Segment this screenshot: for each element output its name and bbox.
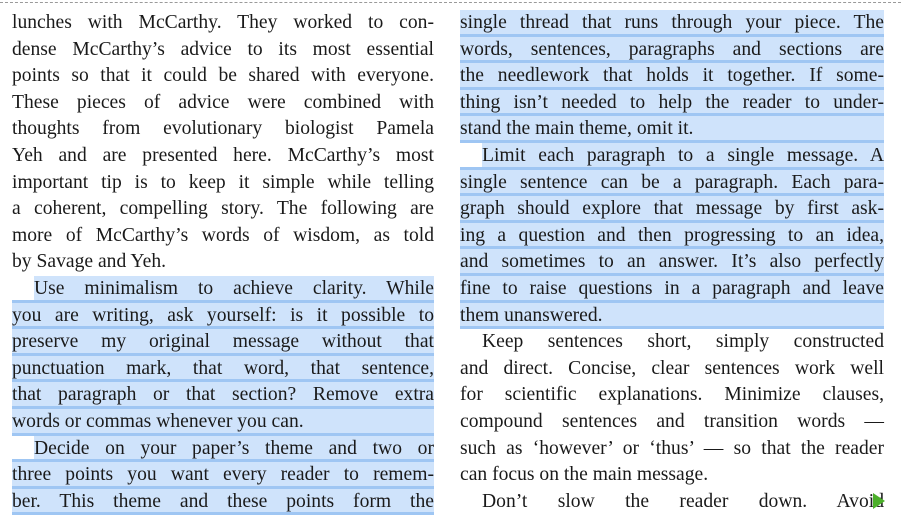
text-line xyxy=(12,37,434,64)
highlighted-text: single thread that runs through your piece. The xyxy=(460,12,884,33)
text-line xyxy=(460,436,884,463)
text-line xyxy=(460,356,884,383)
text-line xyxy=(460,10,884,37)
text-line xyxy=(12,329,434,356)
highlighted-text: single sentence can be a paragraph. Each para- xyxy=(460,171,884,193)
text-line xyxy=(460,37,884,64)
text-line xyxy=(460,143,884,170)
body-text: Keep sentences short, simply constructed xyxy=(482,331,884,353)
highlighted-text: words, sentences, paragraphs and sections are xyxy=(460,38,884,60)
text-line xyxy=(460,116,884,143)
text-line xyxy=(12,223,434,250)
text-line xyxy=(12,143,434,170)
page-top-divider xyxy=(0,2,901,3)
text-line xyxy=(12,116,434,143)
text-line xyxy=(460,196,884,223)
text-line xyxy=(12,382,434,409)
body-text: Don’t slow the reader down. Avoid xyxy=(482,490,884,512)
highlighted-text: and sometimes to an answer. It’s also perfectly xyxy=(460,251,884,273)
text-line xyxy=(12,356,434,383)
text-line xyxy=(12,462,434,489)
text-line xyxy=(460,329,884,356)
text-line xyxy=(12,10,434,37)
body-text: thoughts from evolutionary biologist Pamela xyxy=(12,118,434,140)
highlighted-text: three points you want every reader to remem- xyxy=(12,464,434,486)
body-text: a coherent, compelling story. The following are xyxy=(12,198,434,220)
left-column xyxy=(12,10,434,515)
highlighted-text: preserve my original message without that xyxy=(12,331,434,353)
text-line xyxy=(460,489,884,516)
highlighted-text: words or commas whenever you can. xyxy=(12,410,304,432)
text-line xyxy=(12,409,434,436)
body-text: important tip is to keep it simple while telling xyxy=(12,171,434,193)
text-line xyxy=(12,249,434,276)
highlighted-text: graph should explore that message by first ask- xyxy=(460,198,884,220)
text-line xyxy=(460,276,884,303)
text-line xyxy=(12,63,434,90)
text-line xyxy=(460,223,884,250)
highlighted-text: Limit each paragraph to a single message. A xyxy=(482,144,884,166)
text-line xyxy=(460,462,884,489)
body-text: more of McCarthy’s words of wisdom, as told xyxy=(12,224,434,246)
body-text: These pieces of advice were combined with xyxy=(12,91,434,113)
highlighted-text: thing isn’t needed to help the reader to under- xyxy=(460,91,884,113)
body-text: points so that it could be shared with everyone. xyxy=(12,65,434,87)
highlighted-text: you are writing, ask yourself: is it possible to xyxy=(12,304,434,326)
continue-arrow-icon[interactable] xyxy=(873,493,885,509)
body-text: can focus on the main message. xyxy=(460,464,709,486)
body-text: such as ‘however’ or ‘thus’ — so that the reader xyxy=(460,437,884,459)
highlighted-text: stand the main theme, omit it. xyxy=(460,118,694,140)
text-line xyxy=(460,382,884,409)
highlighted-text: Decide on your paper’s theme and two or xyxy=(34,437,434,459)
body-text: compound sentences and transition words — xyxy=(460,410,884,432)
body-text: lunches with McCarthy. They worked to con- xyxy=(12,12,434,33)
text-line xyxy=(460,170,884,197)
highlighted-text: ber. This theme and these points form the xyxy=(12,490,434,512)
highlighted-text: punctuation mark, that word, that sentence, xyxy=(12,357,434,379)
text-line xyxy=(12,196,434,223)
text-line xyxy=(12,489,434,516)
highlighted-text: fine to raise questions in a paragraph and leave xyxy=(460,277,884,299)
highlighted-text: them unanswered. xyxy=(460,304,603,326)
body-text: Yeh and are presented here. McCarthy’s most xyxy=(12,144,434,166)
text-line xyxy=(460,409,884,436)
text-line xyxy=(12,303,434,330)
right-column xyxy=(460,10,884,515)
body-text: and direct. Concise, clear sentences work well xyxy=(460,357,884,379)
text-line xyxy=(12,170,434,197)
text-line xyxy=(12,90,434,117)
text-line xyxy=(460,249,884,276)
highlighted-text: that paragraph or that section? Remove extra xyxy=(12,384,434,406)
body-text: dense McCarthy’s advice to its most essential xyxy=(12,38,434,60)
text-line xyxy=(460,90,884,117)
body-text: by Savage and Yeh. xyxy=(12,251,167,273)
text-line xyxy=(460,303,884,330)
text-line xyxy=(460,63,884,90)
highlighted-text: the needlework that holds it together. If some- xyxy=(460,65,884,87)
text-line xyxy=(12,276,434,303)
highlighted-text: Use minimalism to achieve clarity. While xyxy=(34,277,434,299)
body-text: for scientific explanations. Minimize clauses, xyxy=(460,384,884,406)
text-line xyxy=(12,436,434,463)
highlighted-text: ing a question and then progressing to an idea, xyxy=(460,224,884,246)
